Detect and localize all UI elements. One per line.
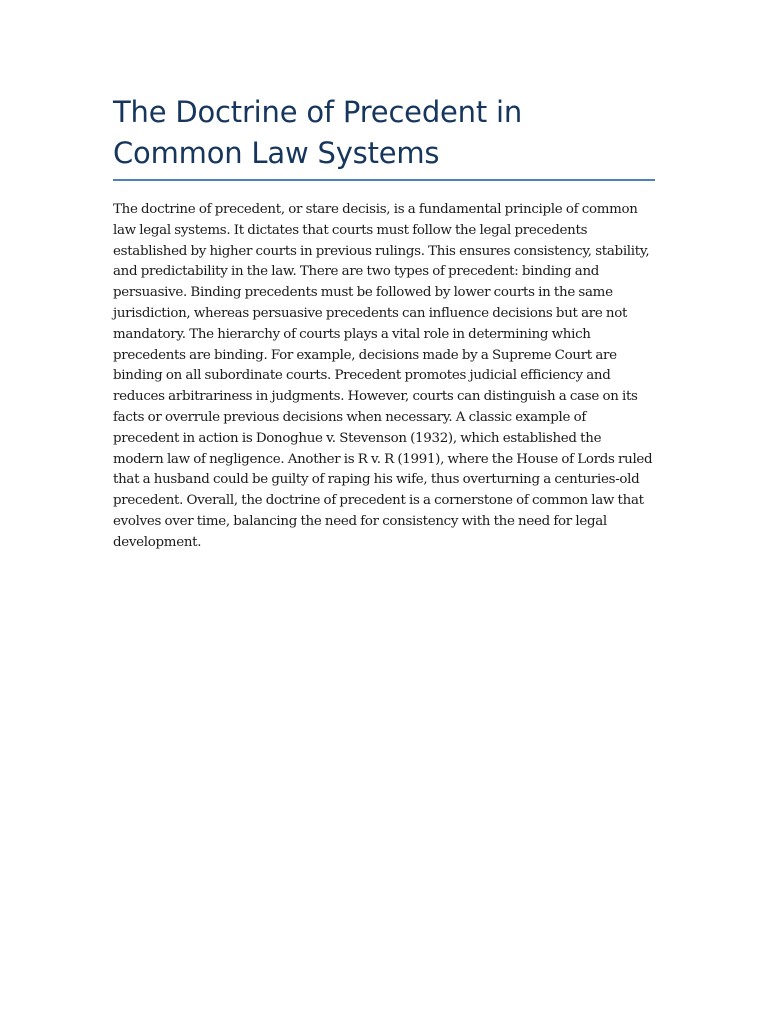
title-underline-rule bbox=[113, 179, 655, 181]
document-content bbox=[113, 92, 655, 554]
body-paragraph: The doctrine of precedent, or stare decisis, is a fundamental principle of common law legal systems. It dictates that courts must follow the legal precedents established by higher courts in previous rulings. This ensures consistency, stability, and predictability in the law. There are two types of precedent: binding and persuasive. Binding precedents must be followed by lower courts in the same jurisdiction, whereas persuasive precedents can influence decisions but are not mandatory. The hierarchy of courts plays a vital role in determining which precedents are binding. For example, decisions made by a Supreme Court are binding on all subordinate courts. Precedent promotes judicial efficiency and reduces arbitrariness in judgments. However, courts can distinguish a case on its facts or overrule previous decisions when necessary. A classic example of precedent in action is Donoghue v. Stevenson (1932), which established the modern law of negligence. Another is R v. R (1991), where the House of Lords ruled that a husband could be guilty of raping his wife, thus overturning a centuries-old precedent. Overall, the doctrine of precedent is a cornerstone of common law that evolves over time, balancing the need for consistency with the need for legal development. bbox=[113, 202, 653, 550]
document-title: The Doctrine of Precedent in Common Law Systems bbox=[113, 95, 523, 170]
